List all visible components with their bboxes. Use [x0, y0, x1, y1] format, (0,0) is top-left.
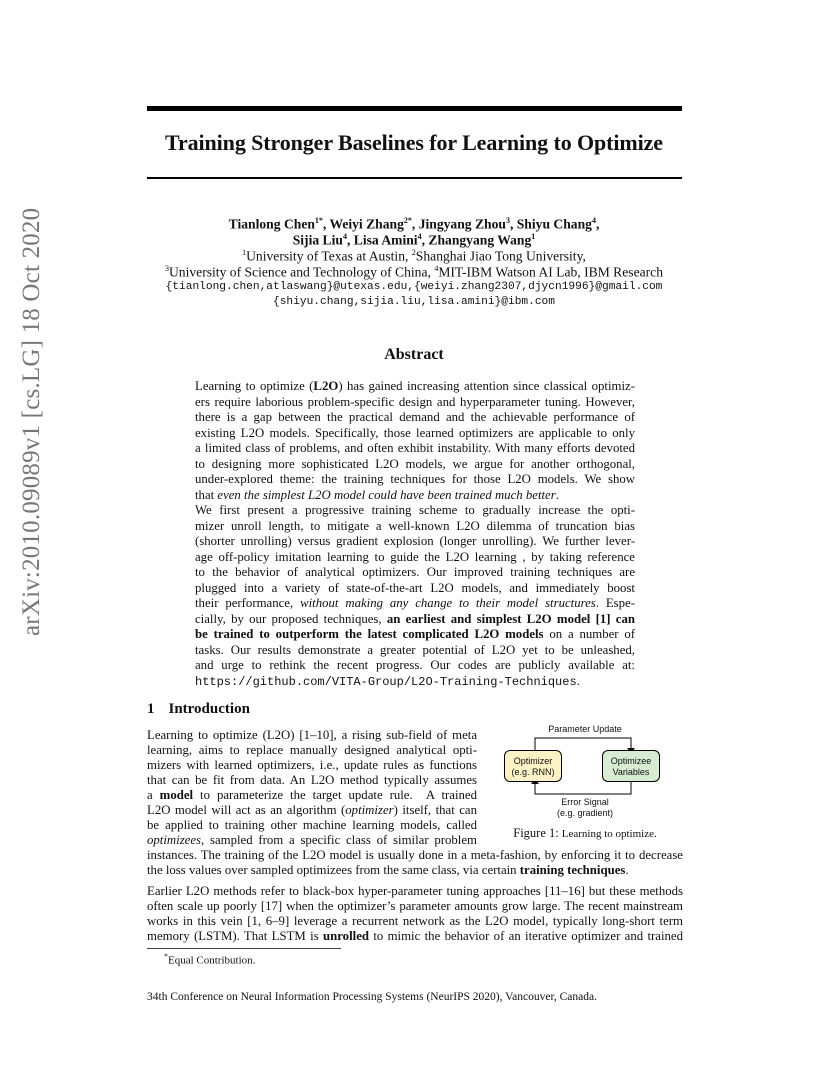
section-heading: 1 Introduction [147, 701, 250, 717]
intro-line: be applied to training other machine learning models, called [147, 818, 477, 832]
abstract-line: their performance, without making any change to their model structures. Espe- [195, 596, 635, 610]
paper-title: Training Stronger Baselines for Learning to Optimize [165, 130, 663, 155]
intro-line: instances. The training of the L2O model is usually done in a meta-fashion, by enforcing it to decrease [147, 848, 683, 862]
intro-line: mizers with learned optimizers, i.e., update rules as functions [147, 758, 477, 772]
affiliation-line-1: $^1$University of Texas at Austin, $^2$Shanghai Jiao Tong University, [242, 248, 586, 264]
footnote: *Equal Contribution. [164, 952, 256, 967]
arxiv-stamp: arXiv:2010.09089v1 [cs.LG] 18 Oct 2020 [18, 207, 45, 636]
abstract-line: existing L2O models. Specifically, those learned optimizers are applicable to only [195, 425, 635, 440]
abstract-line: (shorter unrolling) versus gradient explosion (longer unrolling). We further lever- [195, 534, 635, 548]
abstract-line: be trained to outperform the latest complicated L2O models on a number of [195, 627, 635, 641]
optimizer-box [504, 750, 562, 782]
abstract-line: We first present a progressive training scheme to gradually increase the opti- [195, 503, 635, 517]
abstract-line: to the behavior of analytical optimizers. Our improved training techniques are [195, 565, 635, 579]
intro-line: Learning to optimize (L2O) [1–10], a rising sub-field of meta [147, 728, 477, 742]
title-top-rule [147, 106, 682, 111]
intro-line: that can be fit from data. An L2O method typically assumes [147, 773, 477, 787]
intro-line: learning, aims to replace manually designed analytical opti- [147, 743, 477, 757]
figure-caption: Figure 1: Learning to optimize. [513, 826, 657, 840]
figure-top-label: Parameter Update [548, 724, 622, 734]
abstract-paragraph-2 [195, 503, 635, 689]
abstract-line: https://github.com/VITA-Group/L2O-Training-Techniques. [195, 673, 580, 689]
abstract-line: cially, by our proposed techniques, an earliest and simplest L2O model [1] can [195, 611, 635, 626]
abstract-heading: Abstract [384, 346, 444, 363]
abstract-line: Learning to optimize (L2O) has gained increasing attention since classical optimiz- [195, 379, 635, 393]
figure-1 [495, 720, 675, 842]
conference-footer: 34th Conference on Neural Information Processing Systems (NeurIPS 2020), Vancouver, Canada. [147, 991, 597, 1003]
abstract-line: age off-policy imitation learning to guide the L2O learning , by taking reference [195, 549, 635, 564]
title-bottom-rule [147, 177, 682, 179]
abstract-line: there is a gap between the practical demand and the achievable performance of [195, 410, 635, 424]
abstract-line: plugged into a variety of state-of-the-art L2O models, and immediately boost [195, 580, 635, 595]
abstract-line: a limited class of problems, and often exhibit instability. With many efforts devoted [195, 441, 635, 455]
abstract-line: that even the simplest L2O model could have been trained much better. [195, 487, 559, 502]
optimizer-label: Optimizer [513, 756, 553, 766]
intro-line: a model to parameterize the target update rule. A trained [147, 788, 477, 802]
intro-line: optimizees, sampled from a specific class of similar problem [147, 833, 477, 847]
authors-line-1: Tianlong Chen$^{1*}$, Weiyi Zhang$^{2*}$, Jingyang Zhou$^3$, Shiyu Chang$^4$, [228, 216, 600, 232]
intro-line: memory (LSTM). That LSTM is unrolled to mimic the behavior of an iterative optimizer and trained [147, 929, 683, 943]
intro-line: L2O model will act as an algorithm (optimizer) itself, that can [147, 803, 478, 817]
footnote-rule [147, 948, 341, 949]
abstract-line: tasks. Our results demonstrate a greater potential of L2O yet to be unleashed, [195, 642, 635, 657]
affiliation-line-2: $^3$University of Science and Technology of China, $^4$MIT-IBM Watson AI Lab, IBM Research [164, 264, 663, 280]
abstract-line: to designing more sophisticated L2O models, we argue for another orthogonal, [195, 456, 635, 471]
abstract-paragraph-1 [195, 379, 635, 503]
email-line-2: {shiyu.chang,sijia.liu,lisa.amini}@ibm.com [273, 296, 555, 308]
figure-bottom-label: Error Signal (e.g. gradient) [556, 797, 614, 818]
intro-line: Earlier L2O methods refer to black-box hyper-parameter tuning approaches [11–16] but these methods [147, 884, 683, 898]
intro-line: works in this vein [1, 6–9] leverage a recurrent network as the L2O model, typically long-short term [147, 914, 683, 928]
optimizer-sublabel: (e.g. RNN) [511, 767, 555, 777]
email-line-1: {tianlong.chen,atlaswang}@utexas.edu,{weiyi.zhang2307,djycn1996}@gmail.com [165, 281, 663, 293]
optimizee-box [602, 750, 660, 782]
intro-line: the loss values over sampled optimizees from the same class, via certain training techniques. [147, 863, 629, 877]
abstract-line: mizer unroll length, to mitigate a well-known L2O dilemma of truncation bias [195, 518, 635, 533]
intro-line: often scale up poorly [17] when the optimizer’s parameter amounts grow large. The recent mainstream [147, 899, 683, 913]
authors-line-2: Sijia Liu$^4$, Lisa Amini$^4$, Zhangyang Wang$^1$ [292, 232, 536, 248]
abstract-line: under-explored theme: the training techniques for those L2O models. We show [195, 472, 635, 486]
optimizee-label: Optimizee [610, 756, 652, 766]
abstract-line: ers require laborious problem-specific design and hyperparameter tuning. However, [195, 394, 635, 409]
optimizee-sublabel: Variables [612, 767, 650, 777]
abstract-line: and urge to rethink the recent progress. Our codes are publicly available at: [195, 658, 635, 672]
